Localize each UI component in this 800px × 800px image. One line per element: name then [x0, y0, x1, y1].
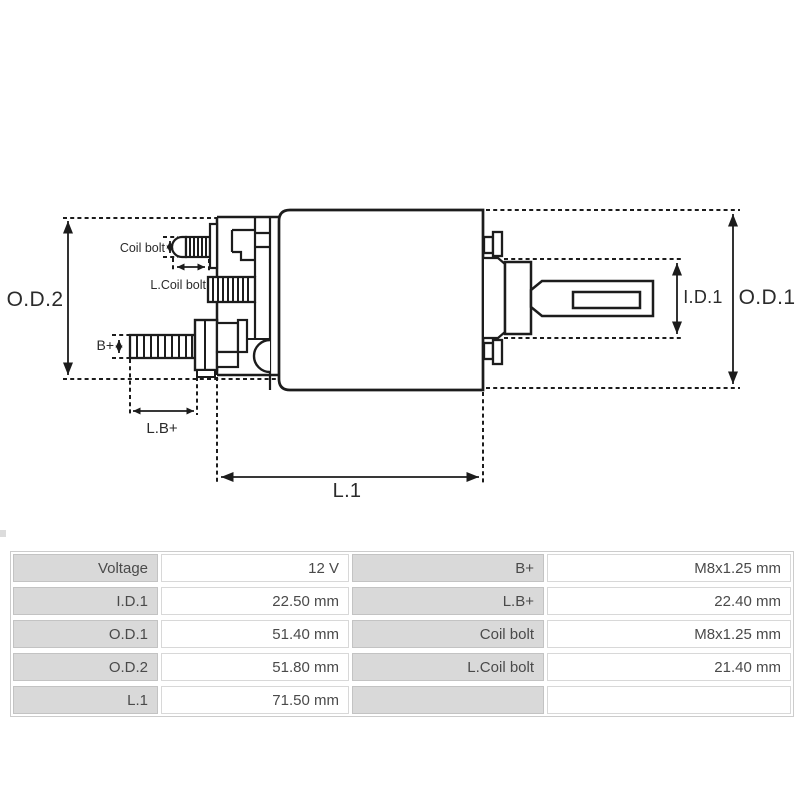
b-plus-washer	[238, 320, 247, 352]
spec-value-cell: 22.50 mm	[161, 587, 349, 615]
spec-label-cell: B+	[352, 554, 544, 582]
spec-value-cell: M8x1.25 mm	[547, 620, 791, 648]
boot-arc	[254, 340, 270, 372]
spec-value-cell	[547, 686, 791, 714]
spec-value-cell: 51.80 mm	[161, 653, 349, 681]
id1-label: I.D.1	[683, 287, 723, 307]
spec-label-cell: O.D.2	[13, 653, 158, 681]
l-coil-bolt-label: L.Coil bolt	[150, 278, 206, 292]
coil-terminal-block	[208, 277, 255, 302]
od1-label: O.D.1	[738, 286, 796, 309]
b-plus-bushing	[217, 323, 238, 352]
spec-label-cell: Coil bolt	[352, 620, 544, 648]
l1-label: L.1	[332, 480, 362, 502]
plunger-assembly	[484, 258, 653, 338]
spec-label-cell: I.D.1	[13, 587, 158, 615]
spec-value-cell: 51.40 mm	[161, 620, 349, 648]
spec-label-cell: L.1	[13, 686, 158, 714]
spec-label-cell: Voltage	[13, 554, 158, 582]
spec-value-cell: M8x1.25 mm	[547, 554, 791, 582]
plunger-collar	[505, 262, 531, 334]
spec-value-cell: 21.40 mm	[547, 653, 791, 681]
lb-plus-label: L.B+	[146, 420, 178, 437]
coil-bolt-tip	[172, 237, 186, 257]
spec-label-cell: O.D.1	[13, 620, 158, 648]
spec-label-cell: L.Coil bolt	[352, 653, 544, 681]
spec-value-cell: 12 V	[161, 554, 349, 582]
spec-table	[10, 551, 794, 717]
b-plus-bolt	[130, 320, 270, 377]
coil-bolt-plate	[210, 224, 217, 268]
plunger-guide	[484, 258, 505, 338]
plunger-slot	[573, 292, 640, 308]
spec-value-cell: 71.50 mm	[161, 686, 349, 714]
coil-bolt-label: Coil bolt	[119, 241, 165, 255]
spec-label-cell	[352, 686, 544, 714]
spec-value-cell: 22.40 mm	[547, 587, 791, 615]
coil-bolt	[172, 224, 217, 268]
b-plus-label: B+	[96, 337, 114, 353]
b-plus-nut-base	[197, 370, 215, 377]
solenoid-body	[279, 210, 483, 390]
od2-label: O.D.2	[6, 288, 64, 311]
spec-label-cell: L.B+	[352, 587, 544, 615]
